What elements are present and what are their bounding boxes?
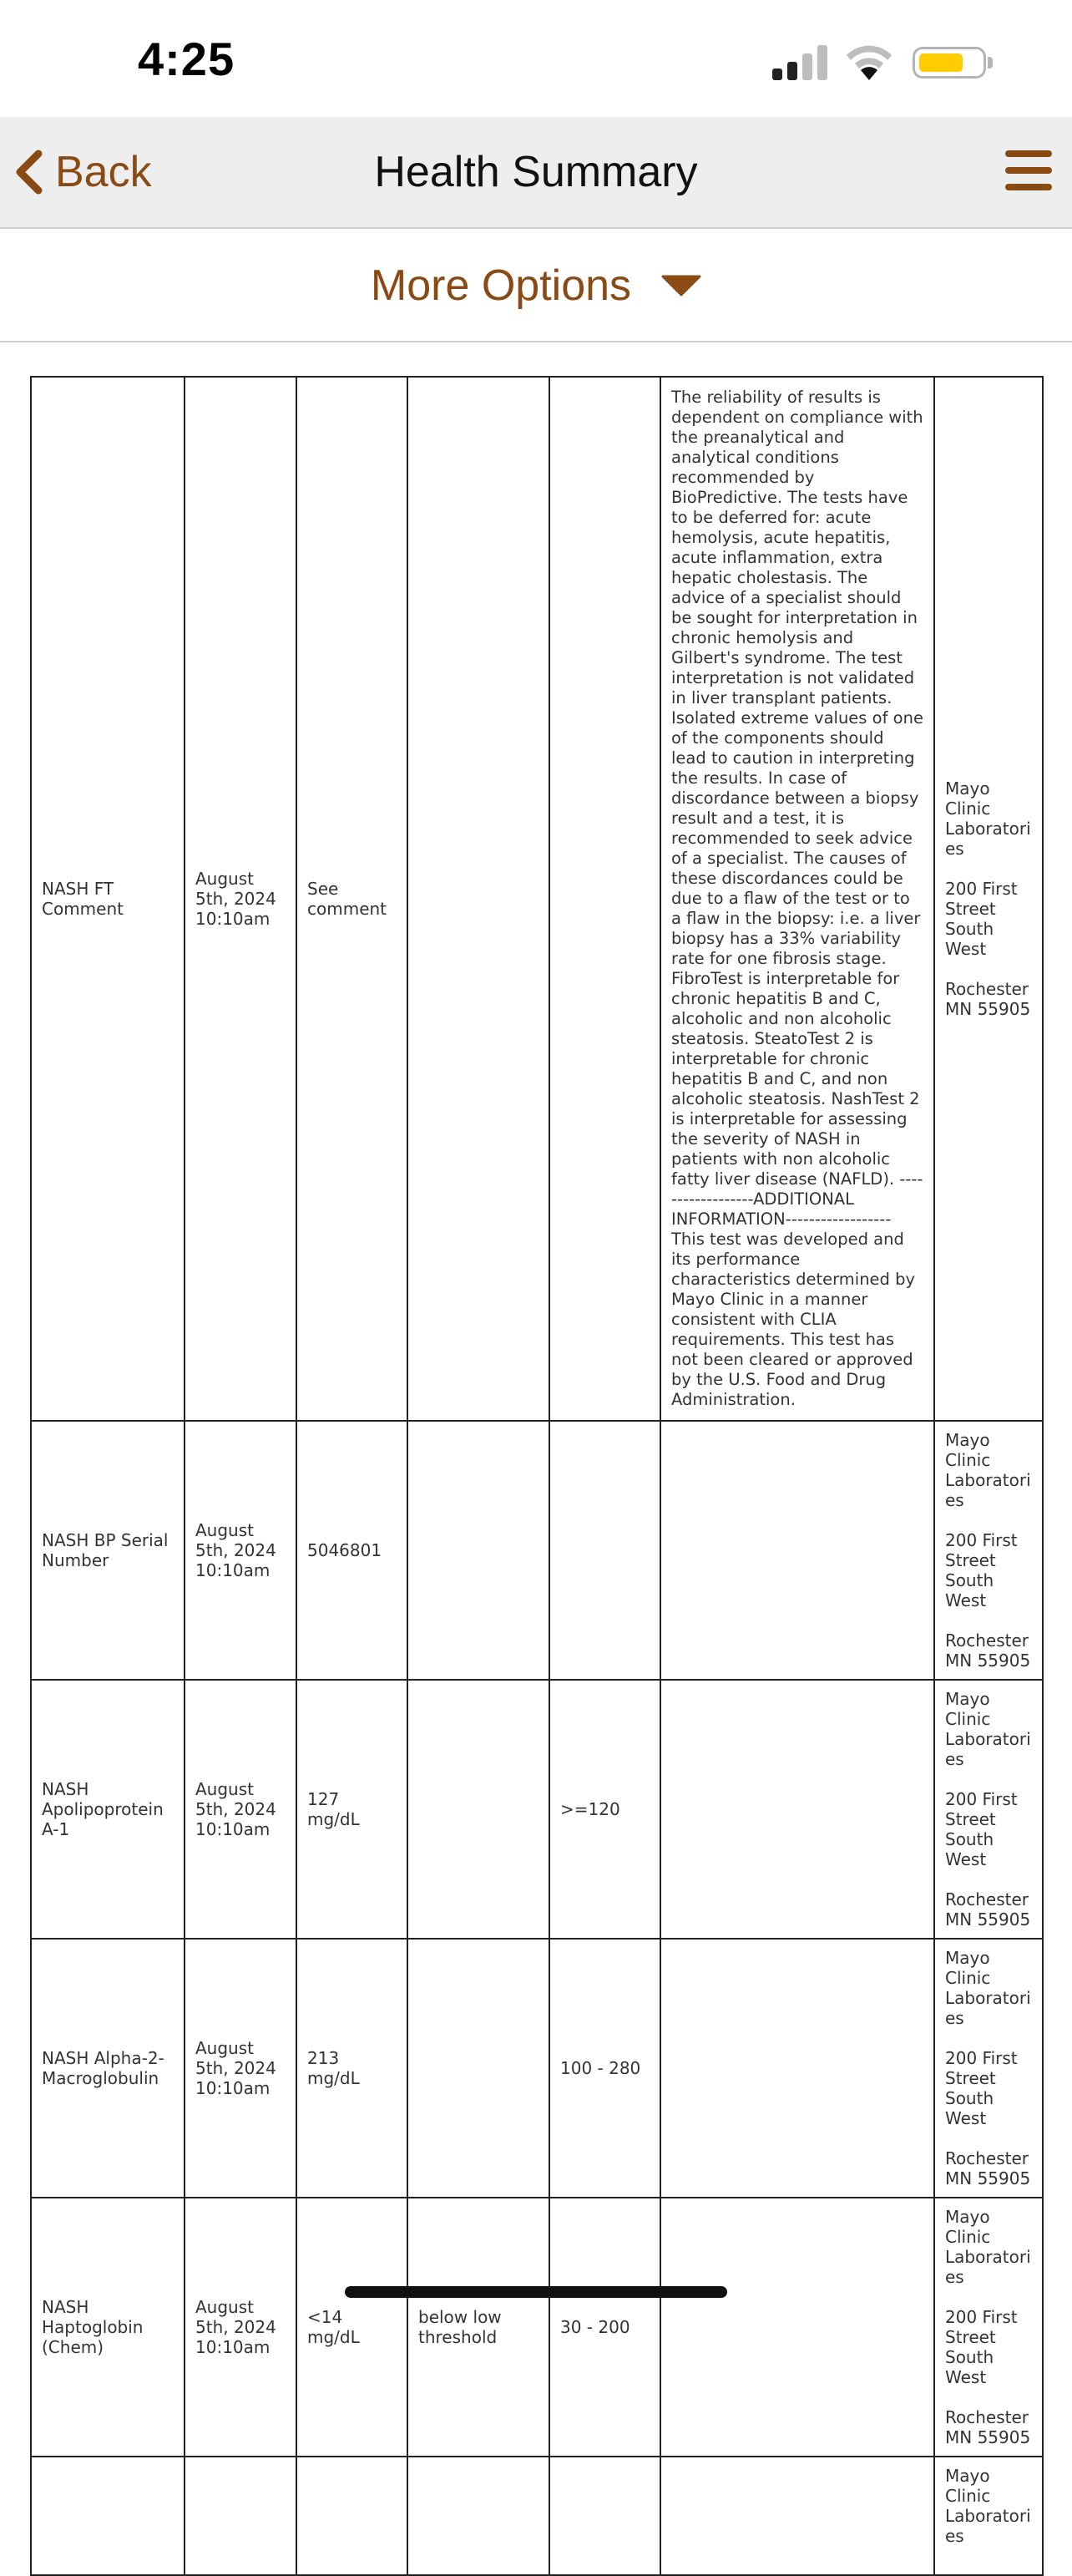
cellular-signal-icon (772, 43, 831, 82)
battery-icon (913, 47, 986, 79)
result-date: August 5th, 2024 10:10am (185, 1939, 296, 2198)
result-value: 127 mg/dL (296, 1680, 407, 1939)
test-name: NASH FT Comment (31, 377, 185, 1421)
result-flag (407, 1421, 549, 1680)
menu-button[interactable] (1005, 150, 1052, 195)
test-name (31, 2457, 185, 2575)
table-row[interactable] (31, 377, 1043, 1421)
table-row[interactable] (31, 2457, 1043, 2575)
results-table (30, 376, 1044, 2576)
result-value: <14 mg/dL (296, 2198, 407, 2457)
lab-address: Mayo Clinic Laboratories 200 First Street South West Rochester MN 55905 (934, 377, 1043, 1421)
result-comment (660, 2457, 934, 2575)
reference-range (549, 2457, 660, 2575)
result-value: 213 mg/dL (296, 1939, 407, 2198)
table-row[interactable] (31, 1421, 1043, 1680)
result-value: 5046801 (296, 1421, 407, 1680)
status-time: 4:25 (138, 33, 235, 85)
test-name: NASH Haptoglobin (Chem) (31, 2198, 185, 2457)
caret-down-icon (661, 274, 701, 297)
result-flag (407, 377, 549, 1421)
result-comment: The reliability of results is dependent on compliance with the preanalytical and analytical conditions recommended by BioPredictive. The tests have to be deferred for: acute hemolysis, acute hepatitis, acute inflammation, extra hepatic cholestasis. The advice of a specialist should be sought for interpretation in chronic hemolysis and Gilbert's syndrome. The test interpretation is not validated in liver transplant patients. Isolated extreme values of one of the components should lead to caution in interpreting the results. In case of discordance between a biopsy result and a test, it is recommended to seek advice of a specialist. The causes of these discordances could be due to a flaw of the test or to a flaw in the biopsy: i.e. a liver biopsy has a 33% variability rate for one fibrosis stage. FibroTest is interpretable for chronic hepatitis B and C, alcoholic and non alcoholic steatosis. SteatoTest 2 is interpretable for chronic hepatitis B and C, and non alcoholic steatosis. NashTest 2 is interpretable for assessing the severity of NASH in patients with non alcoholic fatty liver disease (NAFLD). ------------------ADDITIONAL INFORMATION------------------ This test was developed and its performance characteristics determined by Mayo Clinic in a manner consistent with CLIA requirements. This test has not been cleared or approved by the U.S. Food and Drug Administration. (660, 377, 934, 1421)
reference-range: >=120 (549, 1680, 660, 1939)
options-bar (0, 229, 1072, 342)
result-flag (407, 1680, 549, 1939)
lab-address: Mayo Clinic Laboratories 200 First Street South West Rochester MN 55905 (934, 1939, 1043, 2198)
results-table-container[interactable] (0, 342, 1072, 2546)
hamburger-icon (1005, 150, 1052, 157)
result-comment (660, 2198, 934, 2457)
nav-bar (0, 117, 1072, 229)
reference-range: 30 - 200 (549, 2198, 660, 2457)
result-flag (407, 2457, 549, 2575)
lab-address: Mayo Clinic Laboratories (934, 2457, 1043, 2575)
lab-address: Mayo Clinic Laboratories 200 First Street South West Rochester MN 55905 (934, 2198, 1043, 2457)
wifi-icon (843, 42, 895, 82)
lab-address: Mayo Clinic Laboratories 200 First Street South West Rochester MN 55905 (934, 1680, 1043, 1939)
result-comment (660, 1421, 934, 1680)
reference-range: 100 - 280 (549, 1939, 660, 2198)
result-comment (660, 1939, 934, 2198)
table-row[interactable] (31, 2198, 1043, 2457)
test-name: NASH Alpha-2-Macroglobulin (31, 1939, 185, 2198)
result-date: August 5th, 2024 10:10am (185, 1680, 296, 1939)
test-name: NASH Apolipoprotein A-1 (31, 1680, 185, 1939)
result-value: See comment (296, 377, 407, 1421)
page-title: Health Summary (374, 148, 698, 196)
result-date: August 5th, 2024 10:10am (185, 2198, 296, 2457)
result-flag: below low threshold (407, 2198, 549, 2457)
table-row[interactable] (31, 1680, 1043, 1939)
test-name: NASH BP Serial Number (31, 1421, 185, 1680)
table-row[interactable] (31, 1939, 1043, 2198)
result-flag (407, 1939, 549, 2198)
result-date: August 5th, 2024 10:10am (185, 1421, 296, 1680)
more-options-label: More Options (370, 261, 632, 310)
reference-range (549, 377, 660, 1421)
result-date (185, 2457, 296, 2575)
result-comment (660, 1680, 934, 1939)
reference-range (549, 1421, 660, 1680)
back-label: Back (55, 148, 152, 196)
home-indicator[interactable] (345, 2286, 727, 2298)
more-options-button[interactable] (0, 261, 1072, 311)
result-value (296, 2457, 407, 2575)
lab-address: Mayo Clinic Laboratories 200 First Street South West Rochester MN 55905 (934, 1421, 1043, 1680)
result-date: August 5th, 2024 10:10am (185, 377, 296, 1421)
status-bar (0, 0, 1072, 117)
